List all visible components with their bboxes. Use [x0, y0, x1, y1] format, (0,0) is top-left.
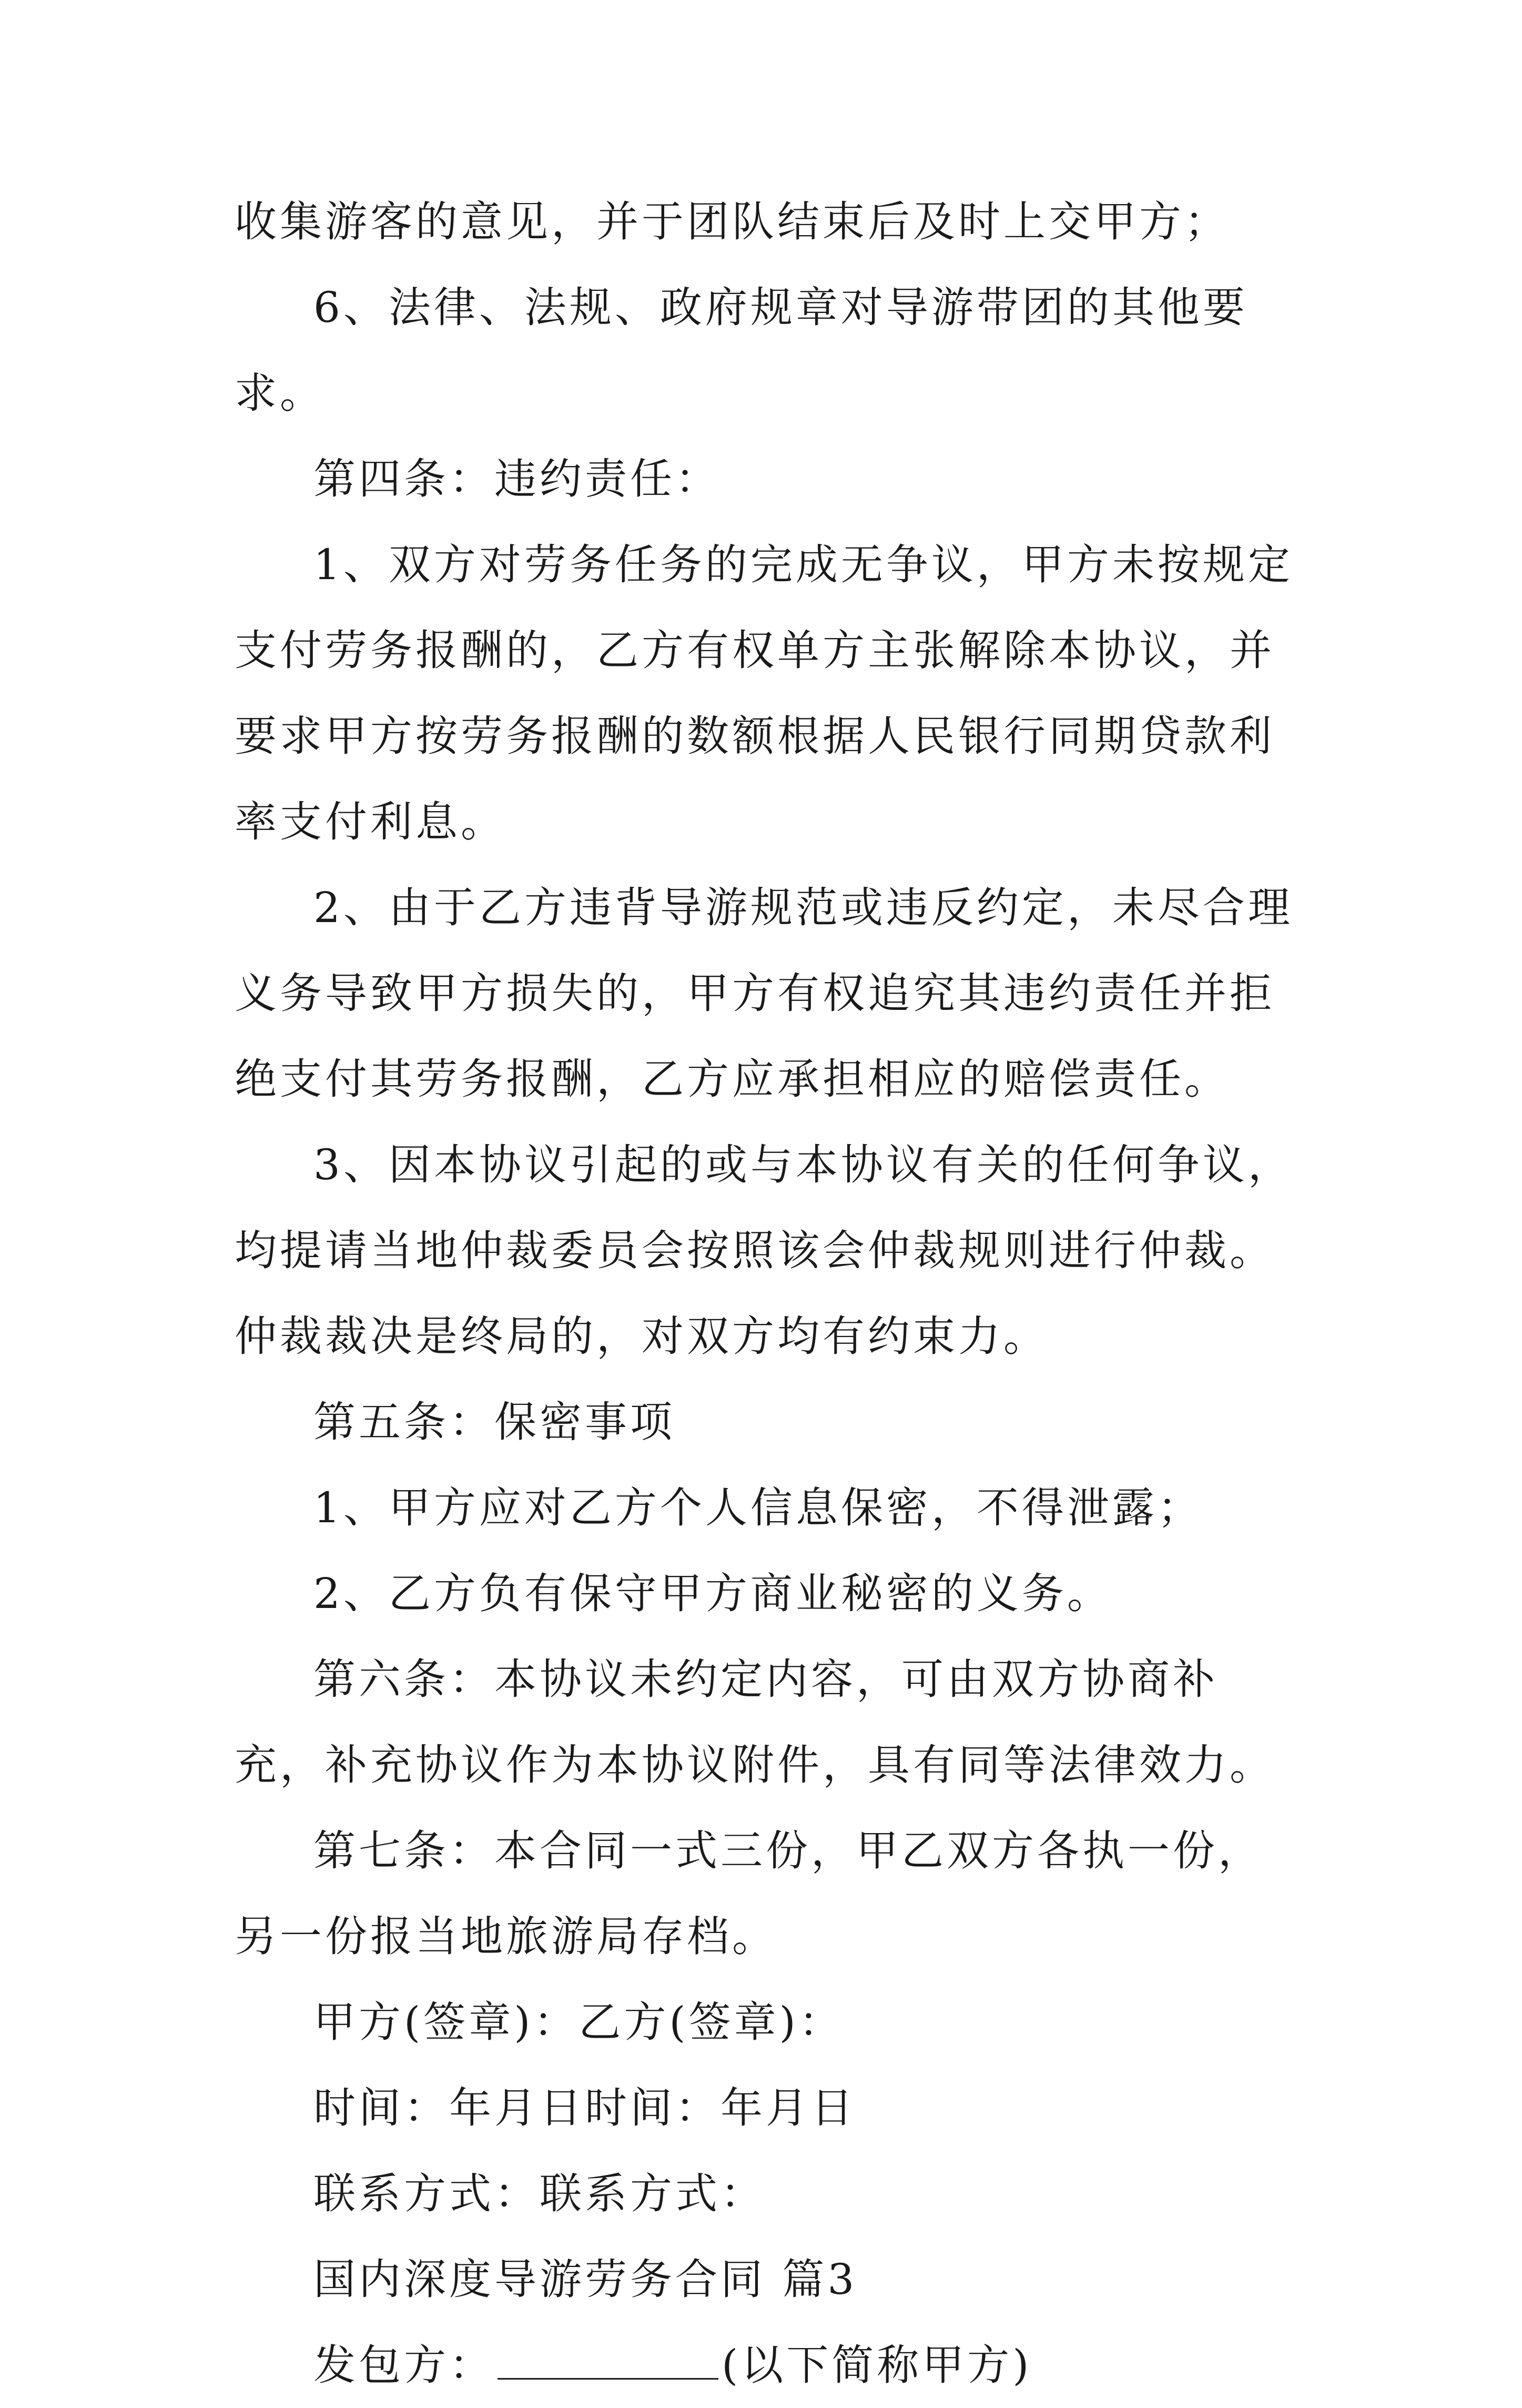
section-heading-article-4: 第四条：违约责任：: [313, 454, 721, 503]
contract-title-part-3: 国内深度导游劳务合同 篇3: [313, 2255, 858, 2304]
date-line: 时间：年月日时间：年月日: [313, 2083, 856, 2132]
signature-line: 甲方(签章)：乙方(签章)：: [313, 1998, 844, 2047]
paragraph-article-5-item-1: 1、甲方应对乙方个人信息保密，不得泄露；: [313, 1483, 1203, 1532]
section-heading-article-5: 第五条：保密事项: [313, 1398, 675, 1446]
document-body: [235, 179, 1297, 2408]
contractor-suffix: (以下简称甲方): [722, 2341, 1032, 2390]
paragraph-article-4-item-3: 3、因本协议引起的或与本协议有关的任何争议，均提请当地仲裁委员会按照该会仲裁规则进行仲裁。仲裁裁决是终局的，对双方均有约束力。: [235, 1140, 1293, 1361]
contact-line: 联系方式：联系方式：: [313, 2169, 766, 2218]
contractor-name-blank[interactable]: [498, 2337, 718, 2380]
contractor-line: [235, 2322, 1297, 2408]
paragraph-article-6: 第六条：本协议未约定内容，可由双方协商补充，补充协议作为本协议附件，具有同等法律效力。: [235, 1655, 1275, 1789]
paragraph-article-4-item-2: 2、由于乙方违背导游规范或违反约定，未尽合理义务导致甲方损失的，甲方有权追究其违约责任并拒绝支付其劳务报酬，乙方应承担相应的赔偿责任。: [235, 883, 1293, 1104]
paragraph-article-5-item-2: 2、乙方负有保守甲方商业秘密的义务。: [313, 1569, 1112, 1618]
paragraph-article-4-item-1: 1、双方对劳务任务的完成无争议，甲方未按规定支付劳务报酬的，乙方有权单方主张解除本协议，并要求甲方按劳务报酬的数额根据人民银行同期贷款利率支付利息。: [235, 540, 1293, 846]
paragraph-article-7: 第七条：本合同一式三份，甲乙双方各执一份，另一份报当地旅游局存档。: [235, 1826, 1263, 1961]
contractor-label: 发包方：: [313, 2341, 494, 2390]
paragraph-item-6: 6、法律、法规、政府规章对导游带团的其他要求。: [235, 283, 1248, 418]
paragraph-continuation: 收集游客的意见，并于团队结束后及时上交甲方；: [235, 197, 1230, 246]
